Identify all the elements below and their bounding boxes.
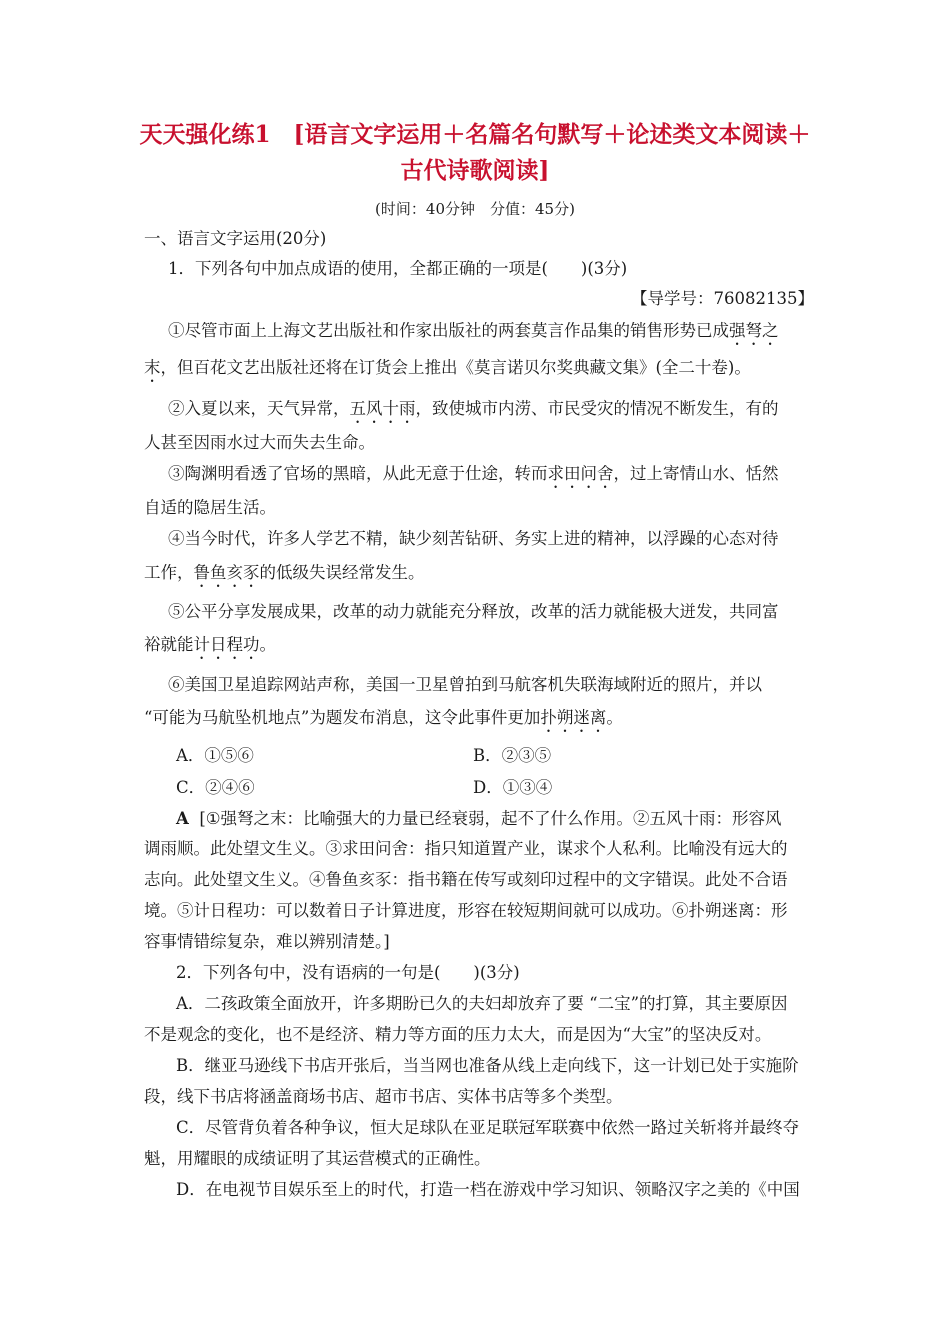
sentence-5-line-1: ⑤公平分享发展成果，改革的动力就能充分释放，改革的活力就能极大迸发，共同富 [168, 602, 779, 621]
sentence-1-line-1: ①尽管市面上上海文艺出版社和作家出版社的两套莫言作品集的销售形势已成强弩之 [168, 321, 779, 340]
answer-line-2: 调雨顺。此处望文生义。③求田问舍：指只知道置产业，谋求个人私利。比喻没有远大的 [144, 839, 788, 858]
sentence-6-line-1: ⑥美国卫星追踪网站声称，美国一卫星曾拍到马航客机失联海域附近的照片，并以 [168, 675, 762, 694]
option-d: D．①③④ [473, 778, 553, 797]
answer-line-3: 志向。此处望文生义。④鲁鱼亥豕：指书籍在传写或刻印过程中的文字错误。此处不合语 [144, 870, 788, 889]
dotted-idiom-1: 强弩之 [729, 321, 779, 340]
page-title-line-2: 古代诗歌阅读] [400, 157, 550, 184]
sentence-4-line-1: ④当今时代，许多人学艺不精，缺少刻苦钻研、务实上进的精神，以浮躁的心态对待 [168, 529, 779, 548]
dotted-idiom-6: 扑朔迷离 [540, 708, 607, 727]
q2-line-6: 魁，用耀眼的成绩证明了其运营模式的正确性。 [144, 1149, 491, 1168]
answer-line-4: 境。⑤计日程功：可以数着日子计算进度，形容在较短期间就可以成功。⑥扑朔迷离：形 [144, 901, 788, 920]
q2-line-3: B．继亚马逊线下书店开张后，当当网也准备从线上走向线下，这一计划已处于实施阶 [176, 1056, 799, 1075]
answer-line-1: A [①强弩之末：比喻强大的力量已经衰弱，起不了什么作用。②五风十雨：形容风 [176, 809, 782, 828]
sentence-2-line-2: 人甚至因雨水过大而失去生命。 [144, 433, 375, 452]
dotted-idiom-1-end: 末 [144, 358, 161, 377]
question-1-stem: 1．下列各句中加点成语的使用，全都正确的一项是( )(3分) [168, 259, 628, 278]
sentence-1-line-2: 末，但百花文艺出版社还将在订货会上推出《莫言诺贝尔奖典藏文集》(全二十卷)。 [144, 358, 751, 377]
q2-line-2: 不是观念的变化，也不是经济、精力等方面的压力太大，而是因为“大宝”的坚决反对。 [144, 1025, 772, 1044]
option-a: A．①⑤⑥ [176, 746, 254, 765]
q2-line-5: C．尽管背负着各种争议，恒大足球队在亚足联冠军联赛中依然一路过关斩将并最终夺 [176, 1118, 800, 1137]
sentence-2-line-1: ②入夏以来，天气异常，五风十雨，致使城市内涝、市民受灾的情况不断发生，有的 [168, 399, 779, 418]
option-b: B．②③⑤ [473, 746, 552, 765]
dotted-idiom-3: 求田问舍 [547, 464, 614, 483]
sentence-5-line-2: 裕就能计日程功。 [144, 635, 276, 654]
dotted-idiom-5: 计日程功 [193, 635, 260, 654]
time-score-info: (时间：40分钟 分值：45分) [375, 200, 575, 218]
q2-line-1: A．二孩政策全面放开，许多期盼已久的夫妇却放弃了要 “二宝”的打算，其主要原因 [176, 994, 788, 1013]
dotted-idiom-2: 五风十雨 [349, 399, 416, 418]
page-title-line-1: 天天强化练1 [语言文字运用＋名篇名句默写＋论述类文本阅读＋ [139, 121, 811, 148]
q2-line-4: 段，线下书店将涵盖商场书店、超市书店、实体书店等多个类型。 [144, 1087, 623, 1106]
q2-line-7: D．在电视节目娱乐至上的时代，打造一档在游戏中学习知识、领略汉字之美的《中国 [176, 1180, 800, 1199]
guide-number: 【导学号：76082135】 [631, 289, 814, 308]
sentence-6-line-2: “可能为马航坠机地点”为题发布消息，这令此事件更加扑朔迷离。 [144, 708, 623, 727]
answer-line-5: 容事情错综复杂，难以辨别清楚。] [144, 932, 390, 951]
option-c: C．②④⑥ [176, 778, 255, 797]
dotted-idiom-4: 鲁鱼亥豕 [193, 563, 260, 582]
sentence-4-line-2: 工作，鲁鱼亥豕的低级失误经常发生。 [144, 563, 425, 582]
section-heading: 一、语言文字运用(20分) [144, 229, 327, 248]
answer-letter: A [176, 809, 189, 828]
question-2-stem: 2．下列各句中，没有语病的一句是( )(3分) [176, 963, 520, 982]
sentence-3-line-2: 自适的隐居生活。 [144, 498, 276, 517]
sentence-3-line-1: ③陶渊明看透了官场的黑暗，从此无意于仕途，转而求田问舍，过上寄情山水、恬然 [168, 464, 779, 483]
